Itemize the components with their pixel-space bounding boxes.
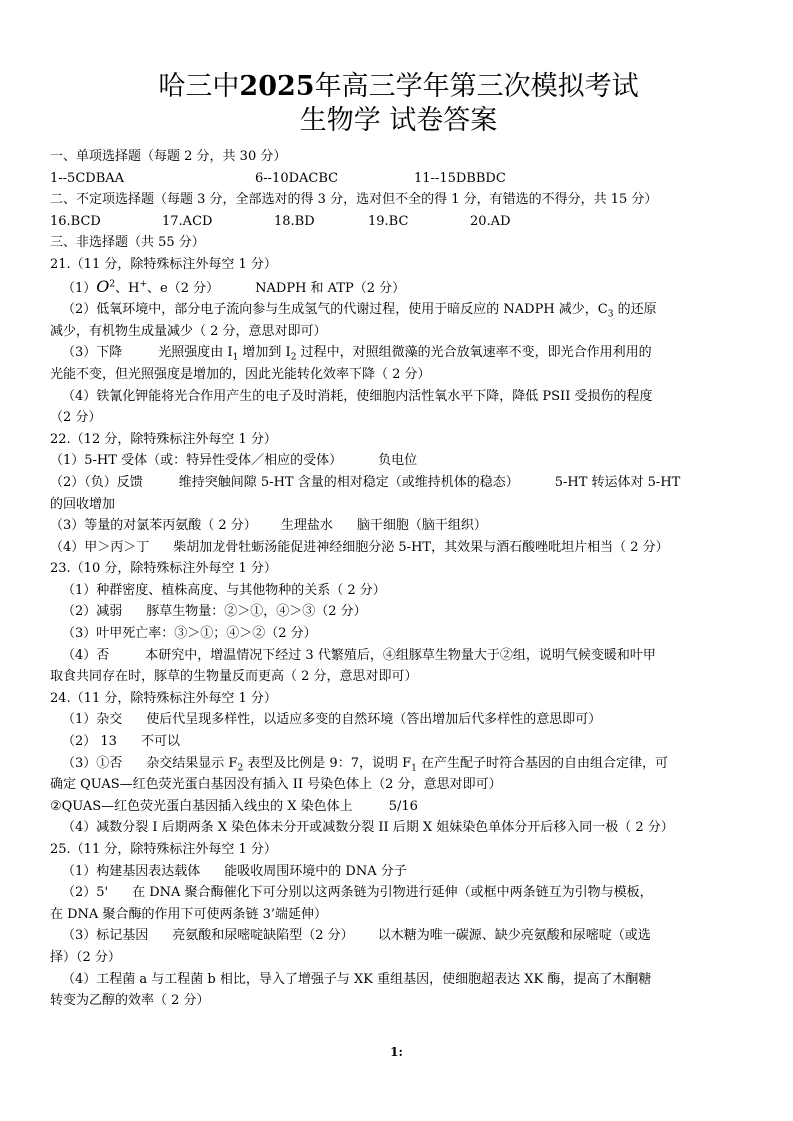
section-1-heading: 一、单项选择题（每题 2 分，共 30 分） bbox=[50, 149, 287, 164]
q23-part-4-cont: 取食共同存在时，豚草的生物量反而更高（ 2 分，意思对即可） bbox=[50, 669, 418, 685]
q22-part-3: （3）等量的对氯苯丙氨酸（ 2 分） 生理盐水 脑干细胞（脑干组织） bbox=[50, 518, 487, 534]
answer-18: 18.BD bbox=[274, 213, 315, 229]
section-2-heading: 二、不定项选择题（每题 3 分，全部选对的得 3 分，选对但不全的得 1 分，有错选的不得分，共 15 分） bbox=[50, 192, 658, 208]
q21-part-2: （2）低氧环境中，部分电子流向参与生成氢气的代谢过程，使用于暗反应的 NADPH 减少，$C_3$ 的还原 bbox=[62, 302, 657, 320]
section-2-answers bbox=[50, 211, 747, 233]
q21-heading: 21.（11 分，除特殊标注外每空 1 分） bbox=[50, 256, 277, 272]
page-subtitle: 生物学 试卷答案 bbox=[299, 105, 498, 136]
q23-part-1: （1）种群密度、植株高度、与其他物种的关系（ 2 分） bbox=[62, 582, 386, 598]
q24-heading: 24.（11 分，除特殊标注外每空 1 分） bbox=[50, 690, 277, 706]
q21-part-4: （4）铁氰化钾能将光合作用产生的电子及时消耗，使细胞内活性氧水平下降，降低 PSII 受损伤的程度 bbox=[62, 388, 653, 404]
answer-6-10: 6--10DACBC bbox=[255, 170, 339, 186]
section-3-heading: 三、非选择题（共 55 分） bbox=[50, 235, 205, 251]
answer-16: 16.BCD bbox=[50, 213, 101, 229]
oxygen-symbol: O bbox=[96, 276, 110, 296]
q23-part-2: （2）减弱 豚草生物量：②＞①，④＞③（2 分） bbox=[62, 604, 367, 620]
page-number: 1: bbox=[390, 1045, 403, 1059]
q21-part-1: $(1)O^2$、H+、e（2 分） NADPH 和 ATP（2 分） bbox=[62, 276, 406, 296]
q24-part-2: （2） 13 不可以 bbox=[62, 734, 180, 750]
q22-heading: 22.（12 分，除特殊标注外每空 1 分） bbox=[50, 431, 277, 447]
q23-part-4: （4）否 本研究中，增温情况下经过 3 代繁殖后，④组豚草生物量大于②组，说明气候变暖和叶甲 bbox=[62, 647, 656, 663]
q24-part-3: （3）①否 杂交结果显示 $F_2$ 表型及比例是 9：7，说明 $F_1$ 在产生配子时符合基因的自由组合定律，可 bbox=[62, 755, 669, 774]
q25-part-3-cont: 择）（2 分） bbox=[50, 949, 121, 965]
q21-part-2-cont: 减少，有机物生成量减少（ 2 分，意思对即可） bbox=[50, 323, 327, 339]
answer-11-15: 11--15DBBDC bbox=[414, 170, 506, 186]
title-suffix: 年高三学年第三次模拟考试 bbox=[314, 71, 639, 102]
page-title bbox=[50, 70, 747, 104]
q24-part-3-cont: 确定 QUAS—红色荧光蛋白基因没有插入 II 号染色体上（2 分，意思对即可） bbox=[50, 777, 502, 793]
q22-part-4: （4）甲＞丙＞丁 柴胡加龙骨牡蛎汤能促进神经细胞分泌 5-HT，其效果与酒石酸唑吡坦片相当（ 2 分） bbox=[50, 539, 669, 555]
q23-heading: 23.（10 分，除特殊标注外每空 1 分） bbox=[50, 561, 277, 577]
q25-part-3: （3）标记基因 亮氨酸和尿嘧啶缺陷型（2 分） 以木糖为唯一碳源、缺少亮氨酸和尿嘧啶（或选 bbox=[62, 928, 651, 944]
q23-part-3: （3）叶甲死亡率：③＞①；④＞②（2 分） bbox=[62, 626, 317, 642]
q21-part-4-cont: （2 分） bbox=[50, 410, 102, 426]
answer-19: 19.BC bbox=[368, 213, 409, 229]
q22-part-2: （2）（负）反馈 维持突触间隙 5-HT 含量的相对稳定（或维持机体的稳态） 5-HT 转运体对 5-HT bbox=[50, 474, 681, 490]
answer-17: 17.ACD bbox=[162, 213, 213, 229]
answer-20: 20.AD bbox=[470, 213, 511, 229]
q25-part-4: （4）工程菌 a 与工程菌 b 相比，导入了增强子与 XK 重组基因，使细胞超表达 XK 酶，提高了木酮糖 bbox=[62, 971, 652, 987]
q21-part-3-cont: 光能不变，但光照强度是增加的，因此光能转化效率下降（ 2 分） bbox=[50, 366, 431, 382]
title-prefix: 哈三中 bbox=[158, 71, 240, 102]
answer-1-5: 1--5CDBAA bbox=[50, 170, 125, 186]
section-1-answers bbox=[50, 168, 747, 190]
q24-part-4: （4）减数分裂 I 后期两条 X 染色体未分开或减数分裂 II 后期 X 姐妹染色单体分开后移入同一极（ 2 分） bbox=[62, 820, 674, 836]
q25-part-4-cont: 转变为乙醇的效率（ 2 分） bbox=[50, 993, 210, 1009]
q21-part-3: （3）下降 光照强度由 $I_1$ 增加到 $I_2$ 过程中，对照组微藻的光合放氧速率不变，即光合作用利用的 bbox=[62, 345, 652, 363]
q25-heading: 25.（11 分，除特殊标注外每空 1 分） bbox=[50, 842, 277, 857]
q25-part-2: （2）5' 在 DNA 聚合酶催化下可分别以这两条链为引物进行延伸（或框中两条链互为引物与模板， bbox=[62, 885, 653, 901]
q25-part-1: （1）构建基因表达载体 能吸收周围环境中的 DNA 分子 bbox=[62, 863, 407, 879]
title-year: 2025 bbox=[239, 71, 315, 102]
q24-part-3-sub2: ②QUAS—红色荧光蛋白基因插入线虫的 X 染色体上 5/16 bbox=[50, 798, 418, 814]
q24-part-1: （1）杂交 使后代呈现多样性，以适应多变的自然环境（答出增加后代多样性的意思即可） bbox=[62, 712, 602, 728]
q25-part-2-cont: 在 DNA 聚合酶的作用下可使两条链 3’端延伸） bbox=[50, 906, 327, 922]
q22-part-1: （1）5-HT 受体（或：特异性受体／相应的受体） 负电位 bbox=[50, 453, 418, 469]
q22-part-2-cont: 的回收增加 bbox=[50, 496, 116, 512]
